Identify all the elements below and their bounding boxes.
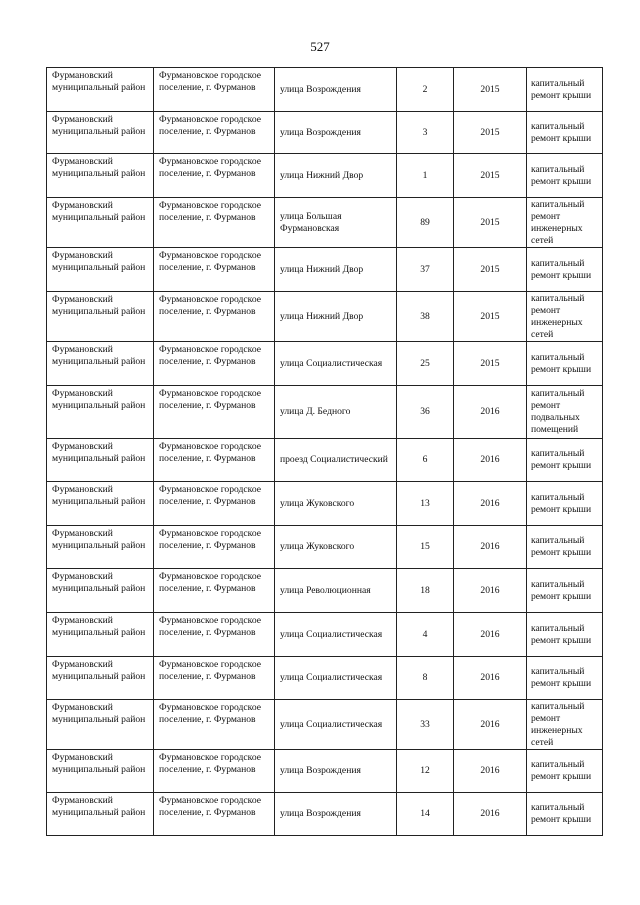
year-cell: 2016: [454, 793, 527, 836]
district-cell: Фурмановский муниципальный район: [47, 248, 154, 292]
work-type-cell: капитальный ремонт крыши: [527, 482, 603, 526]
year-cell: 2015: [454, 68, 527, 112]
year-cell: 2016: [454, 439, 527, 482]
house-number-cell: 13: [397, 482, 454, 526]
settlement-cell: Фурмановское городское поселение, г. Фурманов: [154, 292, 275, 342]
district-cell: Фурмановский муниципальный район: [47, 198, 154, 248]
house-number-cell: 37: [397, 248, 454, 292]
table-row: [47, 439, 603, 482]
table-row: [47, 482, 603, 526]
work-type-cell: капитальный ремонт крыши: [527, 154, 603, 198]
house-number-cell: 18: [397, 569, 454, 613]
district-cell: Фурмановский муниципальный район: [47, 750, 154, 793]
work-type-cell: капитальный ремонт крыши: [527, 793, 603, 836]
house-number-cell: 25: [397, 342, 454, 386]
work-type-cell: капитальный ремонт крыши: [527, 750, 603, 793]
house-number-cell: 89: [397, 198, 454, 248]
table-row: [47, 292, 603, 342]
settlement-cell: Фурмановское городское поселение, г. Фурманов: [154, 569, 275, 613]
street-cell: улица Нижний Двор: [275, 154, 397, 198]
work-type-cell: капитальный ремонт инженерных сетей: [527, 292, 603, 342]
street-cell: улица Возрождения: [275, 793, 397, 836]
table-row: [47, 248, 603, 292]
work-type-cell: капитальный ремонт крыши: [527, 248, 603, 292]
house-number-cell: 33: [397, 700, 454, 750]
settlement-cell: Фурмановское городское поселение, г. Фурманов: [154, 112, 275, 154]
district-cell: Фурмановский муниципальный район: [47, 112, 154, 154]
table-row: [47, 154, 603, 198]
settlement-cell: Фурмановское городское поселение, г. Фурманов: [154, 248, 275, 292]
year-cell: 2015: [454, 154, 527, 198]
street-cell: улица Нижний Двор: [275, 248, 397, 292]
table-row: [47, 569, 603, 613]
year-cell: 2015: [454, 198, 527, 248]
settlement-cell: Фурмановское городское поселение, г. Фурманов: [154, 700, 275, 750]
settlement-cell: Фурмановское городское поселение, г. Фурманов: [154, 386, 275, 439]
house-number-cell: 38: [397, 292, 454, 342]
work-type-cell: капитальный ремонт крыши: [527, 657, 603, 700]
settlement-cell: Фурмановское городское поселение, г. Фурманов: [154, 613, 275, 657]
house-number-cell: 14: [397, 793, 454, 836]
settlement-cell: Фурмановское городское поселение, г. Фурманов: [154, 482, 275, 526]
street-cell: улица Возрождения: [275, 112, 397, 154]
year-cell: 2016: [454, 657, 527, 700]
table-row: [47, 657, 603, 700]
district-cell: Фурмановский муниципальный район: [47, 439, 154, 482]
house-number-cell: 8: [397, 657, 454, 700]
district-cell: Фурмановский муниципальный район: [47, 569, 154, 613]
work-type-cell: капитальный ремонт крыши: [527, 613, 603, 657]
house-number-cell: 6: [397, 439, 454, 482]
table-row: [47, 750, 603, 793]
year-cell: 2015: [454, 112, 527, 154]
table-row: [47, 198, 603, 248]
street-cell: улица Жуковского: [275, 526, 397, 569]
house-number-cell: 15: [397, 526, 454, 569]
settlement-cell: Фурмановское городское поселение, г. Фурманов: [154, 793, 275, 836]
table-row: [47, 526, 603, 569]
house-number-cell: 12: [397, 750, 454, 793]
work-type-cell: капитальный ремонт крыши: [527, 68, 603, 112]
street-cell: улица Социалистическая: [275, 613, 397, 657]
year-cell: 2016: [454, 613, 527, 657]
work-type-cell: капитальный ремонт инженерных сетей: [527, 198, 603, 248]
work-type-cell: капитальный ремонт крыши: [527, 569, 603, 613]
street-cell: улица Д. Бедного: [275, 386, 397, 439]
work-type-cell: капитальный ремонт подвальных помещений: [527, 386, 603, 439]
settlement-cell: Фурмановское городское поселение, г. Фурманов: [154, 342, 275, 386]
settlement-cell: Фурмановское городское поселение, г. Фурманов: [154, 198, 275, 248]
year-cell: 2016: [454, 526, 527, 569]
settlement-cell: Фурмановское городское поселение, г. Фурманов: [154, 750, 275, 793]
table-row: [47, 68, 603, 112]
street-cell: улица Возрождения: [275, 68, 397, 112]
street-cell: проезд Социалистический: [275, 439, 397, 482]
street-cell: улица Социалистическая: [275, 342, 397, 386]
street-cell: улица Возрождения: [275, 750, 397, 793]
settlement-cell: Фурмановское городское поселение, г. Фурманов: [154, 526, 275, 569]
district-cell: Фурмановский муниципальный район: [47, 613, 154, 657]
table-row: [47, 112, 603, 154]
district-cell: Фурмановский муниципальный район: [47, 526, 154, 569]
street-cell: улица Социалистическая: [275, 700, 397, 750]
work-type-cell: капитальный ремонт крыши: [527, 112, 603, 154]
table-row: [47, 386, 603, 439]
street-cell: улица Большая Фурмановская: [275, 198, 397, 248]
street-cell: улица Революционная: [275, 569, 397, 613]
house-number-cell: 4: [397, 613, 454, 657]
table-row: [47, 613, 603, 657]
settlement-cell: Фурмановское городское поселение, г. Фурманов: [154, 439, 275, 482]
repair-register-table: [46, 67, 603, 836]
settlement-cell: Фурмановское городское поселение, г. Фурманов: [154, 68, 275, 112]
district-cell: Фурмановский муниципальный район: [47, 68, 154, 112]
table-row: [47, 342, 603, 386]
year-cell: 2015: [454, 292, 527, 342]
work-type-cell: капитальный ремонт крыши: [527, 526, 603, 569]
year-cell: 2016: [454, 750, 527, 793]
year-cell: 2016: [454, 569, 527, 613]
year-cell: 2015: [454, 248, 527, 292]
year-cell: 2016: [454, 386, 527, 439]
table-row: [47, 793, 603, 836]
district-cell: Фурмановский муниципальный район: [47, 386, 154, 439]
work-type-cell: капитальный ремонт крыши: [527, 342, 603, 386]
work-type-cell: капитальный ремонт крыши: [527, 439, 603, 482]
year-cell: 2016: [454, 700, 527, 750]
street-cell: улица Социалистическая: [275, 657, 397, 700]
district-cell: Фурмановский муниципальный район: [47, 700, 154, 750]
table-row: [47, 700, 603, 750]
settlement-cell: Фурмановское городское поселение, г. Фурманов: [154, 657, 275, 700]
house-number-cell: 2: [397, 68, 454, 112]
house-number-cell: 3: [397, 112, 454, 154]
district-cell: Фурмановский муниципальный район: [47, 793, 154, 836]
work-type-cell: капитальный ремонт инженерных сетей: [527, 700, 603, 750]
page-number: 527: [310, 39, 330, 54]
district-cell: Фурмановский муниципальный район: [47, 482, 154, 526]
table-body: [47, 68, 603, 836]
street-cell: улица Жуковского: [275, 482, 397, 526]
year-cell: 2015: [454, 342, 527, 386]
house-number-cell: 1: [397, 154, 454, 198]
house-number-cell: 36: [397, 386, 454, 439]
district-cell: Фурмановский муниципальный район: [47, 657, 154, 700]
district-cell: Фурмановский муниципальный район: [47, 292, 154, 342]
street-cell: улица Нижний Двор: [275, 292, 397, 342]
year-cell: 2016: [454, 482, 527, 526]
district-cell: Фурмановский муниципальный район: [47, 154, 154, 198]
district-cell: Фурмановский муниципальный район: [47, 342, 154, 386]
settlement-cell: Фурмановское городское поселение, г. Фурманов: [154, 154, 275, 198]
